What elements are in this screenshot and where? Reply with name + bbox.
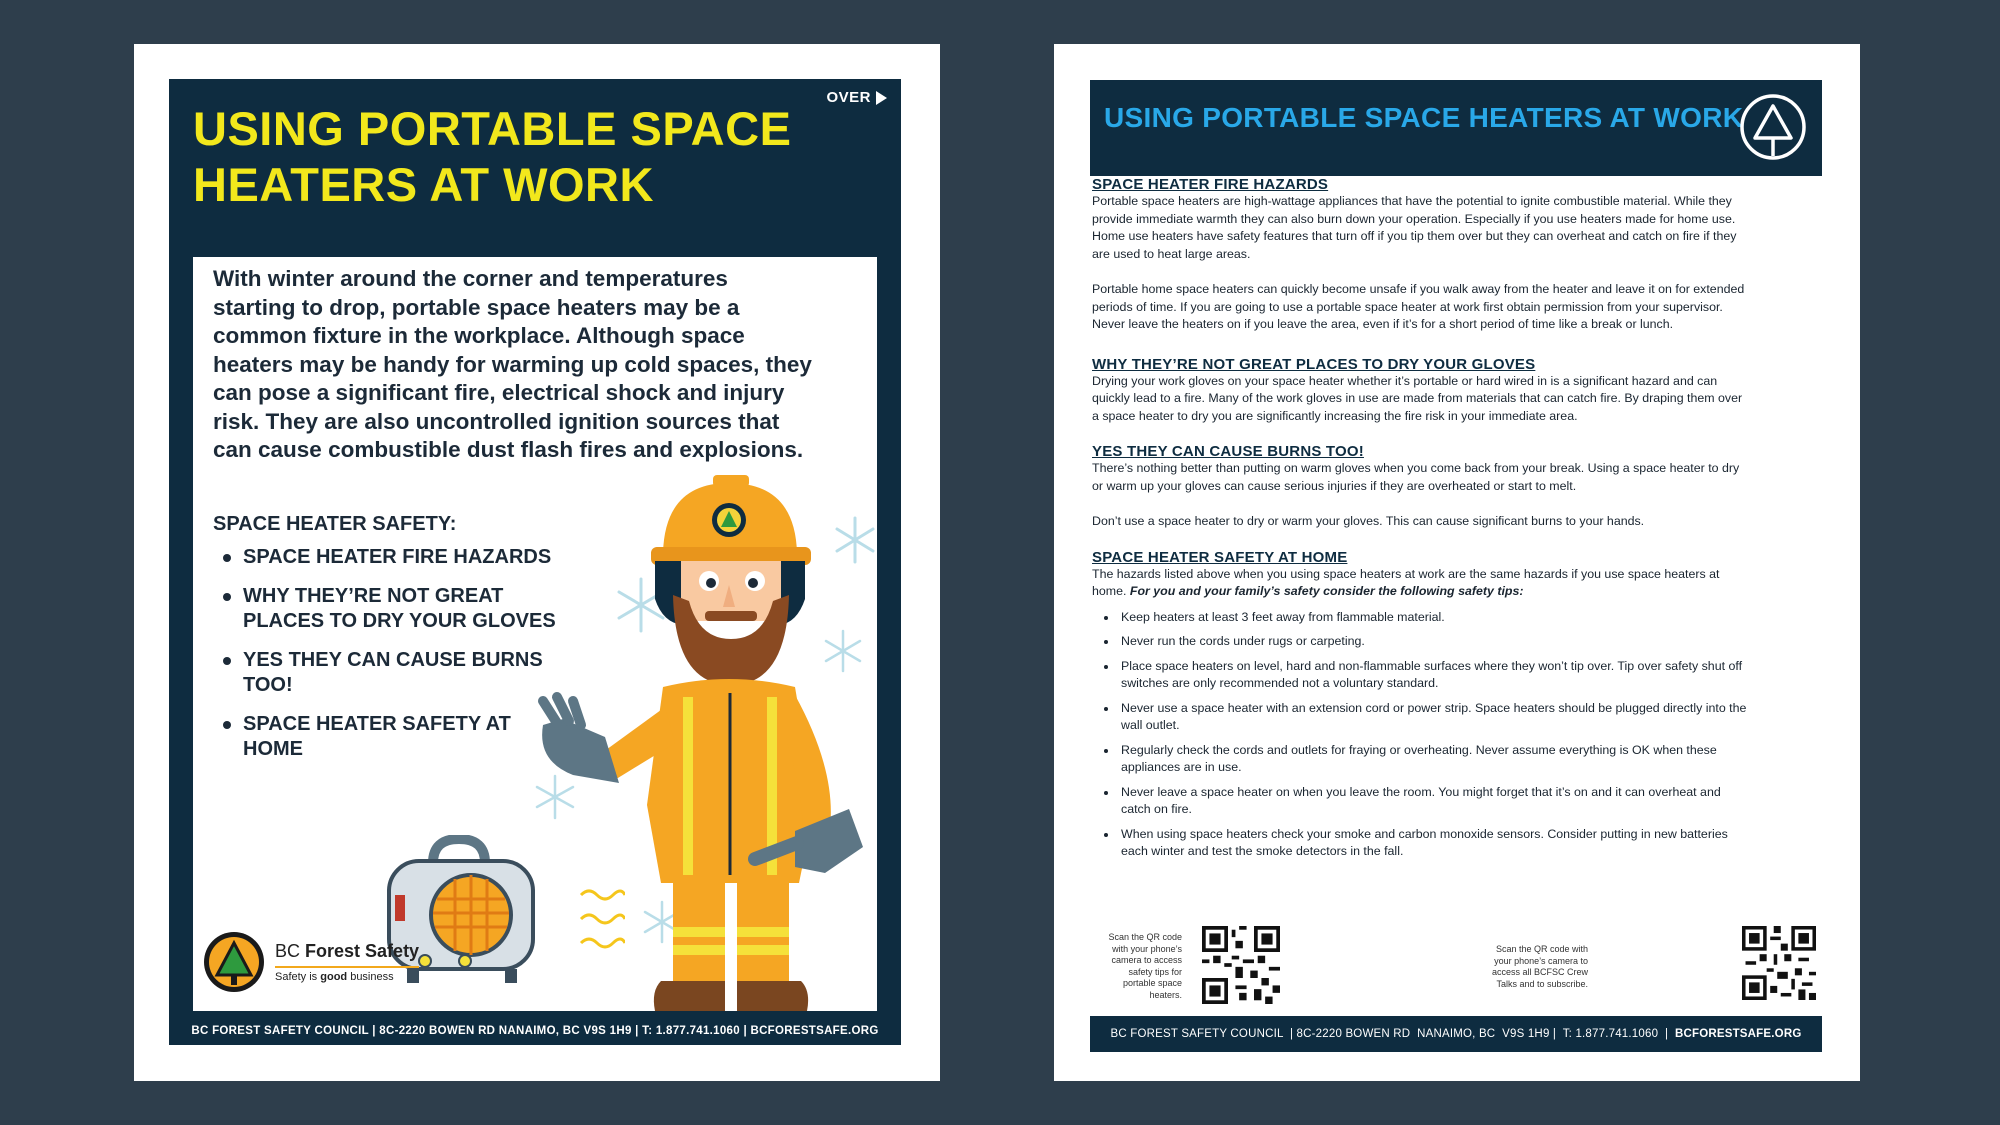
logo-name (275, 941, 419, 962)
section-paragraph: Portable space heaters are high-wattage appliances that have the potential to ignite combustible material. While they provide immediate warmth they can also burn down your operation. Especially if you use heaters made for home use. Home use heaters have safety features that turn off if you tip them over but they can overheat and catch on fire if they are used to heat large areas. (1092, 194, 1737, 261)
home-intro-plain: The hazards listed above when you using space heaters at work are the same hazards if you use space heaters at home. (1092, 566, 1720, 598)
front-footer: BC FOREST SAFETY COUNCIL | 8C-2220 BOWEN RD NANAIMO, BC V9S 1H9 | T: 1.877.741.1060 | BCFORESTSAFE.ORG (191, 1025, 879, 1037)
logo-forest-safety: Forest Safety (305, 941, 420, 961)
section-heading: SPACE HEATER SAFETY AT HOME (1092, 548, 1348, 566)
qr-note-right: Scan the QR code with your phone’s camera to access all BCFSC Crew Talks and to subscribe. (1491, 944, 1588, 989)
list-item: • Keep heaters at least 3 feet away from flammable material. (1118, 609, 1752, 627)
intro-paragraph: With winter around the corner and temperatures starting to drop, portable space heaters may be a common fixture in the workplace. Although space heaters may be handy for warming up cold spaces, they can pose a significant fire, electrical shock and injury risk. They are also uncontrolled ignition sources that can cause combustible dust flash fires and explosions. (213, 266, 812, 462)
logo-bc: BC (275, 941, 301, 961)
section-heading: SPACE HEATER FIRE HAZARDS (1092, 176, 1329, 193)
section-paragraph: Portable home space heaters can quickly become unsafe if you walk away from the heater and leave it on for extended periods of time. If you are going to use a portable space heater at work first obtain permission from your supervisor. Never leave the heaters on if you leave the area, even if it’s for a short period of time like a break or lunch. (1092, 282, 1745, 331)
qr-note-left: Scan the QR code with your phone’s camera to access safety tips for portable space heaters. (1108, 932, 1182, 1000)
section-paragraph (1092, 566, 1752, 601)
flyer-front-page (134, 44, 940, 1081)
tagline-bold: good (320, 971, 348, 983)
section-heading: WHY THEY’RE NOT GREAT PLACES TO DRY YOUR GLOVES (1092, 355, 1536, 373)
heat-waves-icon (577, 883, 625, 963)
list-item: WHY THEY’RE NOT GREAT PLACES TO DRY YOUR GLOVES (213, 584, 573, 634)
back-footer-url[interactable]: BCFORESTSAFE.ORG (1674, 1028, 1802, 1040)
list-item: SPACE HEATER FIRE HAZARDS (213, 545, 573, 570)
qr-code-icon[interactable] (1742, 926, 1816, 1000)
list-item: • Never run the cords under rugs or carpeting. (1118, 633, 1752, 651)
home-intro-italic: For you and your family’s safety consider the following safety tips: (1129, 584, 1524, 598)
list-item: • Never leave a space heater on when you leave the room. You might forget that it’s on and it can overheat and catch on fire. (1118, 784, 1752, 819)
front-title-line2: HEATERS AT WORK (193, 158, 654, 211)
front-frame (169, 79, 901, 1045)
bc-forest-safety-logo (203, 931, 419, 993)
front-title (193, 101, 833, 213)
list-item: • Regularly check the cords and outlets for fraying or overheating. Never assume everything is OK when these appliances are in use. (1118, 742, 1752, 777)
front-content-panel (193, 257, 877, 1011)
logo-tagline (275, 966, 419, 983)
forest-safety-logo-icon (203, 931, 265, 993)
qr-code-icon[interactable] (1202, 926, 1280, 1004)
over-label: OVER (826, 89, 871, 106)
back-body (1092, 176, 1752, 868)
list-item: SPACE HEATER SAFETY AT HOME (213, 712, 573, 762)
safety-heading: SPACE HEATER SAFETY: (213, 513, 457, 535)
list-item: • Never use a space heater with an extension cord or power strip. Space heaters should be plugged directly into the wall outlet. (1118, 700, 1752, 735)
safety-tips-list (1092, 609, 1752, 861)
logo-text (275, 941, 419, 983)
section-paragraph: Drying your work gloves on your space heater whether it’s portable or hard wired in is a significant hazard and can quickly lead to a fire. Many of the work gloves in use are made from materials that can catch fire. By draping them over a space heater to dry you are significantly increasing the fire risk in your immediate area. (1092, 373, 1743, 423)
flyer-back-page (1054, 44, 1860, 1081)
forest-safety-logo-icon (1738, 92, 1808, 162)
list-item: • When using space heaters check your smoke and carbon monoxide sensors. Consider putting in new batteries each winter and test the smoke detectors in the fall. (1118, 826, 1752, 861)
back-header (1090, 80, 1822, 176)
section-paragraph: There’s nothing better than putting on warm gloves when you come back from your break. Using a space heater to dry or warm up your gloves can cause serious injuries if they are overheated or start to melt. (1092, 461, 1740, 493)
list-item: YES THEY CAN CAUSE BURNS TOO! (213, 648, 573, 698)
tagline-pre: Safety is (275, 971, 321, 983)
back-footer-text: BC FOREST SAFETY COUNCIL | 8C-2220 BOWEN RD NANAIMO, BC V9S 1H9 | T: 1.877.741.1060 | (1110, 1028, 1675, 1040)
back-title: USING PORTABLE SPACE HEATERS AT WORK (1104, 102, 1744, 133)
back-footer (1090, 1016, 1822, 1052)
list-item: • Place space heaters on level, hard and non-flammable surfaces where they won’t tip over. Tip over safety shut off switches are only recommended not a voluntary standard. (1118, 658, 1752, 693)
tagline-post: business (347, 971, 394, 983)
safety-topic-list (213, 545, 573, 776)
section-paragraph: Don’t use a space heater to dry or warm your gloves. This can cause significant burns to your hands. (1092, 514, 1645, 528)
front-title-line1: USING PORTABLE SPACE (193, 102, 792, 155)
over-link[interactable] (826, 89, 887, 106)
section-heading: YES THEY CAN CAUSE BURNS TOO! (1092, 443, 1364, 460)
over-arrow-icon (876, 91, 887, 105)
